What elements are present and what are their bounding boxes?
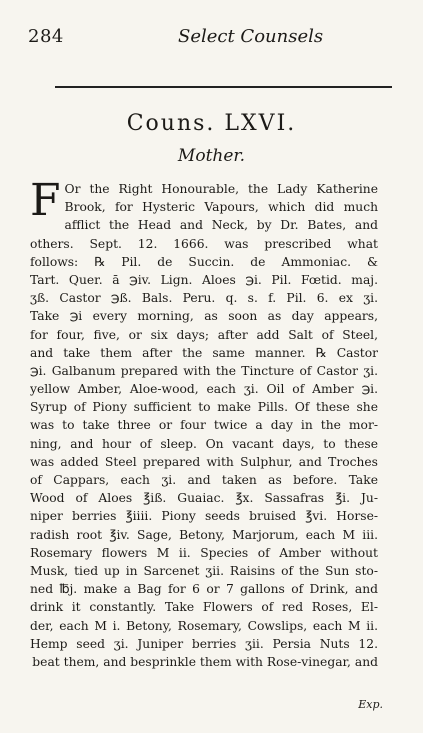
text-line: Tart. Quer. ā ℈iv. Lign. Aloes ℈i. Pil. Fœtid. maj. <box>30 272 378 287</box>
text-line: ℈i. Galbanum prepared with the Tincture of Castor ʒi. <box>30 363 378 378</box>
text-line: beat them, and besprinkle them with Rose-vinegar, and <box>32 654 378 669</box>
section-title: Couns. LXVI. <box>126 111 297 136</box>
text-line: Rosemary flowers M ii. Species of Amber without <box>30 545 378 560</box>
header-rule <box>55 86 392 88</box>
text-line: others. Sept. 12. 1666. was prescribed what <box>30 236 378 251</box>
text-line: and take them after the same manner. ℞ Castor <box>30 345 378 360</box>
page-header <box>28 26 398 52</box>
running-head: Select Counsels <box>178 26 324 47</box>
text-line: Wood of Aloes ℥iß. Guaiac. ℥x. Sassafras ℥i. Ju- <box>30 491 378 506</box>
text-line: afflict the Head and Neck, by Dr. Bates, and <box>64 218 378 233</box>
page-number: 284 <box>28 26 64 47</box>
text-line: was to take three or four twice a day in the mor- <box>30 418 378 433</box>
text-line: of Cappars, each ʒi. and taken as before. Take <box>30 473 378 487</box>
text-line: radish root ℥iv. Sage, Betony, Marjorum, each M iii. <box>30 527 378 542</box>
text-line: der, each M i. Betony, Rosemary, Cowslips, each M ii. <box>30 618 378 633</box>
body-text <box>30 175 378 671</box>
drop-cap: F <box>30 175 61 226</box>
text-line: Or the Right Honourable, the Lady Katherine <box>64 182 378 196</box>
text-line: Musk, tied up in Sarcenet ʒii. Raisins of the Sun sto- <box>30 563 378 578</box>
text-line: follows: ℞ Pil. de Succin. de Ammoniac. & <box>30 254 378 269</box>
text-line: was added Steel prepared with Sulphur, and Troches <box>30 454 378 469</box>
text-line: Hemp seed ʒi. Juniper berries ʒii. Persia Nuts 12. <box>30 636 378 651</box>
text-line: ning, and hour of sleep. On vacant days, to these <box>30 436 378 451</box>
text-line: Syrup of Piony sufficient to make Pills. Of these she <box>30 400 378 415</box>
text-line: ned ℔j. make a Bag for 6 or 7 gallons of Drink, and <box>30 582 378 597</box>
text-line: niper berries ℥iiii. Piony seeds bruised ℥vi. Horse- <box>30 509 378 524</box>
catchword: Exp. <box>358 698 383 711</box>
text-line: yellow Amber, Aloe-wood, each ʒi. Oil of Amber ℈i. <box>30 382 378 397</box>
text-line: ʒß. Castor ℈ß. Bals. Peru. q. s. f. Pil. 6. ex ʒi. <box>30 291 378 306</box>
text-line: for four, five, or six days; after add Salt of Steel, <box>30 327 378 342</box>
text-line: drink it constantly. Take Flowers of red Roses, El- <box>30 600 378 615</box>
section-subtitle: Mother. <box>177 146 246 166</box>
text-line: Take ℈i every morning, as soon as day appears, <box>30 309 378 324</box>
text-line: Brook, for Hysteric Vapours, which did much <box>64 200 378 215</box>
